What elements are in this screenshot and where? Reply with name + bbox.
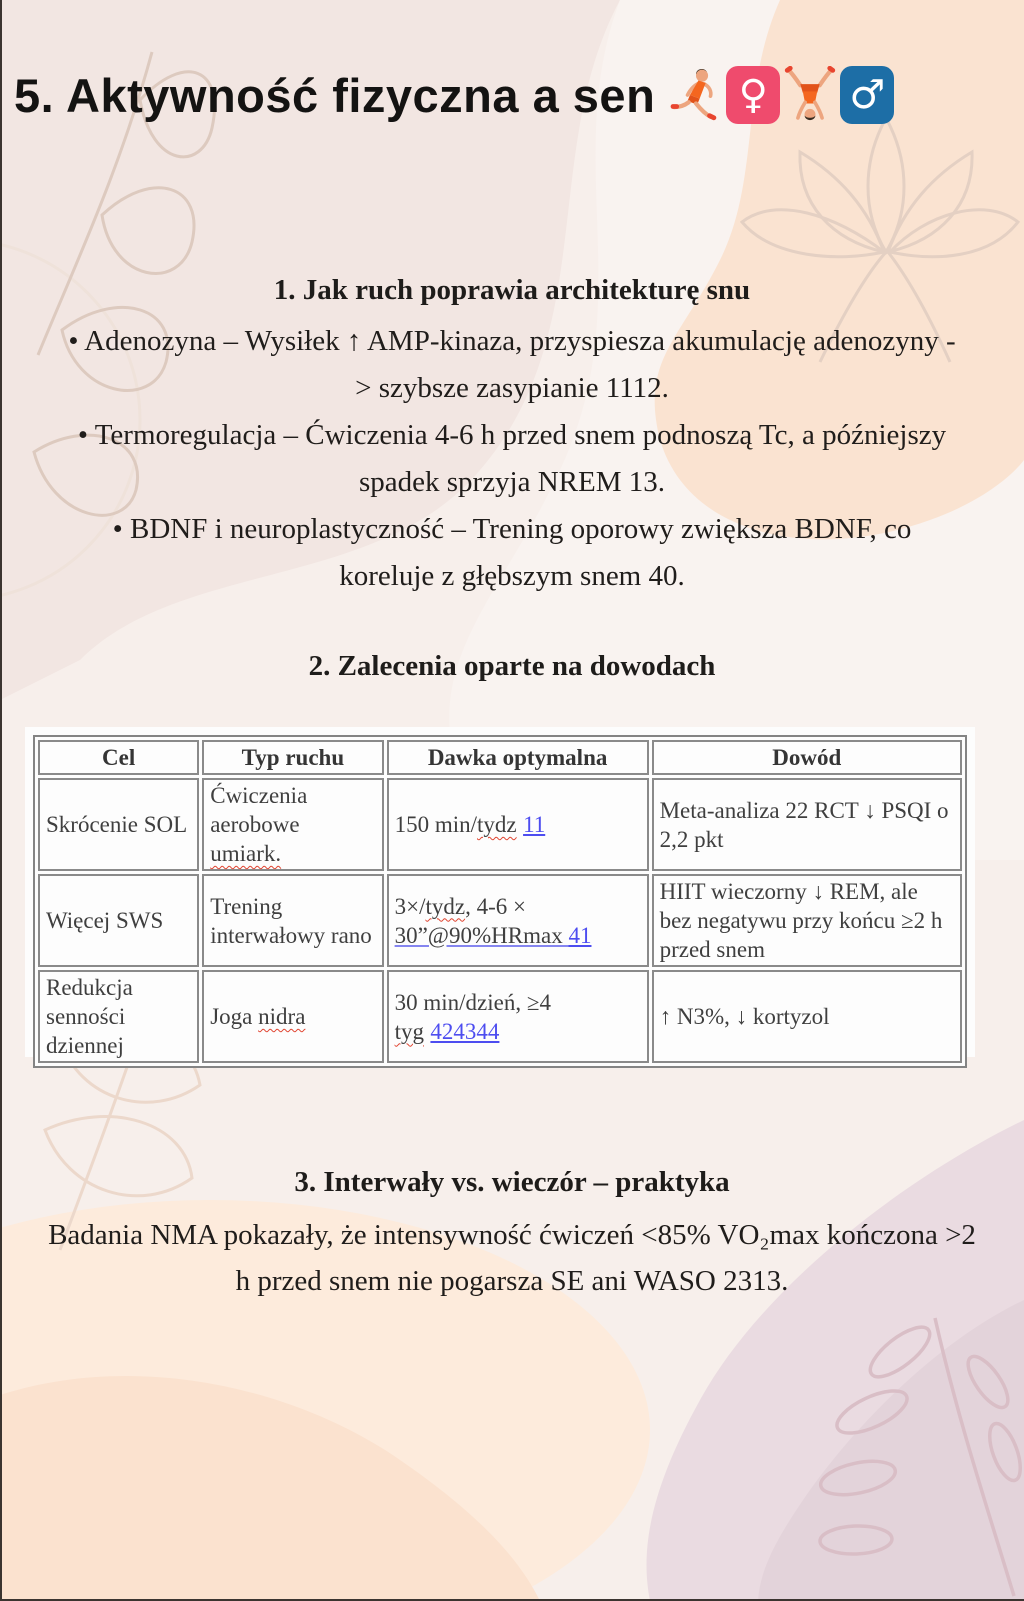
cell-movement [202,778,383,871]
cell-dose [387,970,649,1063]
section2-heading: 2. Zalecenia oparte na dowodach [308,650,716,682]
cell-goal: Więcej SWS [38,874,199,967]
cell-movement [202,970,383,1063]
header-optimal-dose: Dawka optymalna [387,740,649,775]
misspelled-word: umiark. [210,841,282,866]
table-header-row [38,740,962,775]
dose-text: 3×/ [394,893,426,919]
title-emoji-row [669,66,894,124]
table-row-sws [38,874,962,967]
person-running-icon [669,66,723,124]
cell-movement: Trening interwałowy rano [202,874,383,967]
male-symbol: ♂ [849,72,886,118]
table-row-daytime-sleepiness [38,970,962,1063]
misspelled-word: tydz [477,812,517,837]
bullet-adenosine: • Adenozyna – Wysiłek ↑ AMP-kinaza, przyspiesza akumulację adenozyny -> szybsze zasypianie 1112. [62,318,962,412]
citation-link-424344[interactable]: 424344 [430,1018,500,1044]
misspelled-word: tyg [394,1018,424,1044]
bullet-thermoregulation: • Termoregulacja – Ćwiczenia 4-6 h przed snem podnoszą Tc, a późniejszy spadek sprzyja NREM 13. [62,412,962,506]
dose-text: , 4-6 × [465,893,526,919]
movement-text: Joga [210,1004,259,1029]
header-evidence: Dowód [652,740,962,775]
citation-link-11[interactable]: 11 [523,812,546,837]
header-movement-type: Typ ruchu [202,740,383,775]
section3-paragraph: Badania NMA pokazały, że intensywność ćwiczeń <85% VO₂max kończona >2 h przed snem nie pogarsza SE ani WASO 2313. [48,1219,976,1297]
movement-text: Ćwiczenia aerobowe [210,783,308,837]
citation-link-41[interactable]: 41 [568,922,592,948]
section1-heading: 1. Jak ruch poprawia architekturę snu [273,274,751,306]
evidence-table-panel [25,727,975,1057]
cell-dose [387,778,649,871]
title-row [14,66,894,124]
misspelled-word: nidra [258,1004,306,1029]
table-row-sol [38,778,962,871]
female-symbol: ♀ [738,72,768,118]
bullet-bdnf: • BDNF i neuroplastyczność – Trening oporowy zwiększa BDNF, co koreluje z głębszym snem 40. [62,506,962,600]
section3-heading: 3. Interwały vs. wieczór – praktyka [294,1166,730,1198]
dose-text: 30 min/dzień, ≥4 [394,989,551,1015]
cell-dose [387,874,649,967]
dose-linked-text [395,923,592,948]
evidence-table [33,735,967,1068]
dose-text: 30”@90%HRmax [394,922,569,948]
section1-bullets [62,318,962,600]
dose-text: 150 min/ [394,812,478,837]
page-title: 5. Aktywność fizyczna a sen [14,68,656,122]
screen-edge-left [0,0,2,1601]
male-sign-icon [840,66,894,124]
cell-evidence: ↑ N3%, ↓ kortyzol [652,970,962,1063]
female-sign-icon [726,66,780,124]
person-cartwheeling-icon [783,66,837,124]
cell-goal: Skrócenie SOL [38,778,199,871]
cell-evidence: HIIT wieczorny ↓ REM, ale bez negatywu przy końcu ≥2 h przed snem [652,874,962,967]
misspelled-word: tydz [425,893,466,919]
cell-goal: Redukcja senności dziennej [38,970,199,1063]
cell-evidence: Meta-analiza 22 RCT ↓ PSQI o 2,2 pkt [652,778,962,871]
header-goal: Cel [38,740,199,775]
